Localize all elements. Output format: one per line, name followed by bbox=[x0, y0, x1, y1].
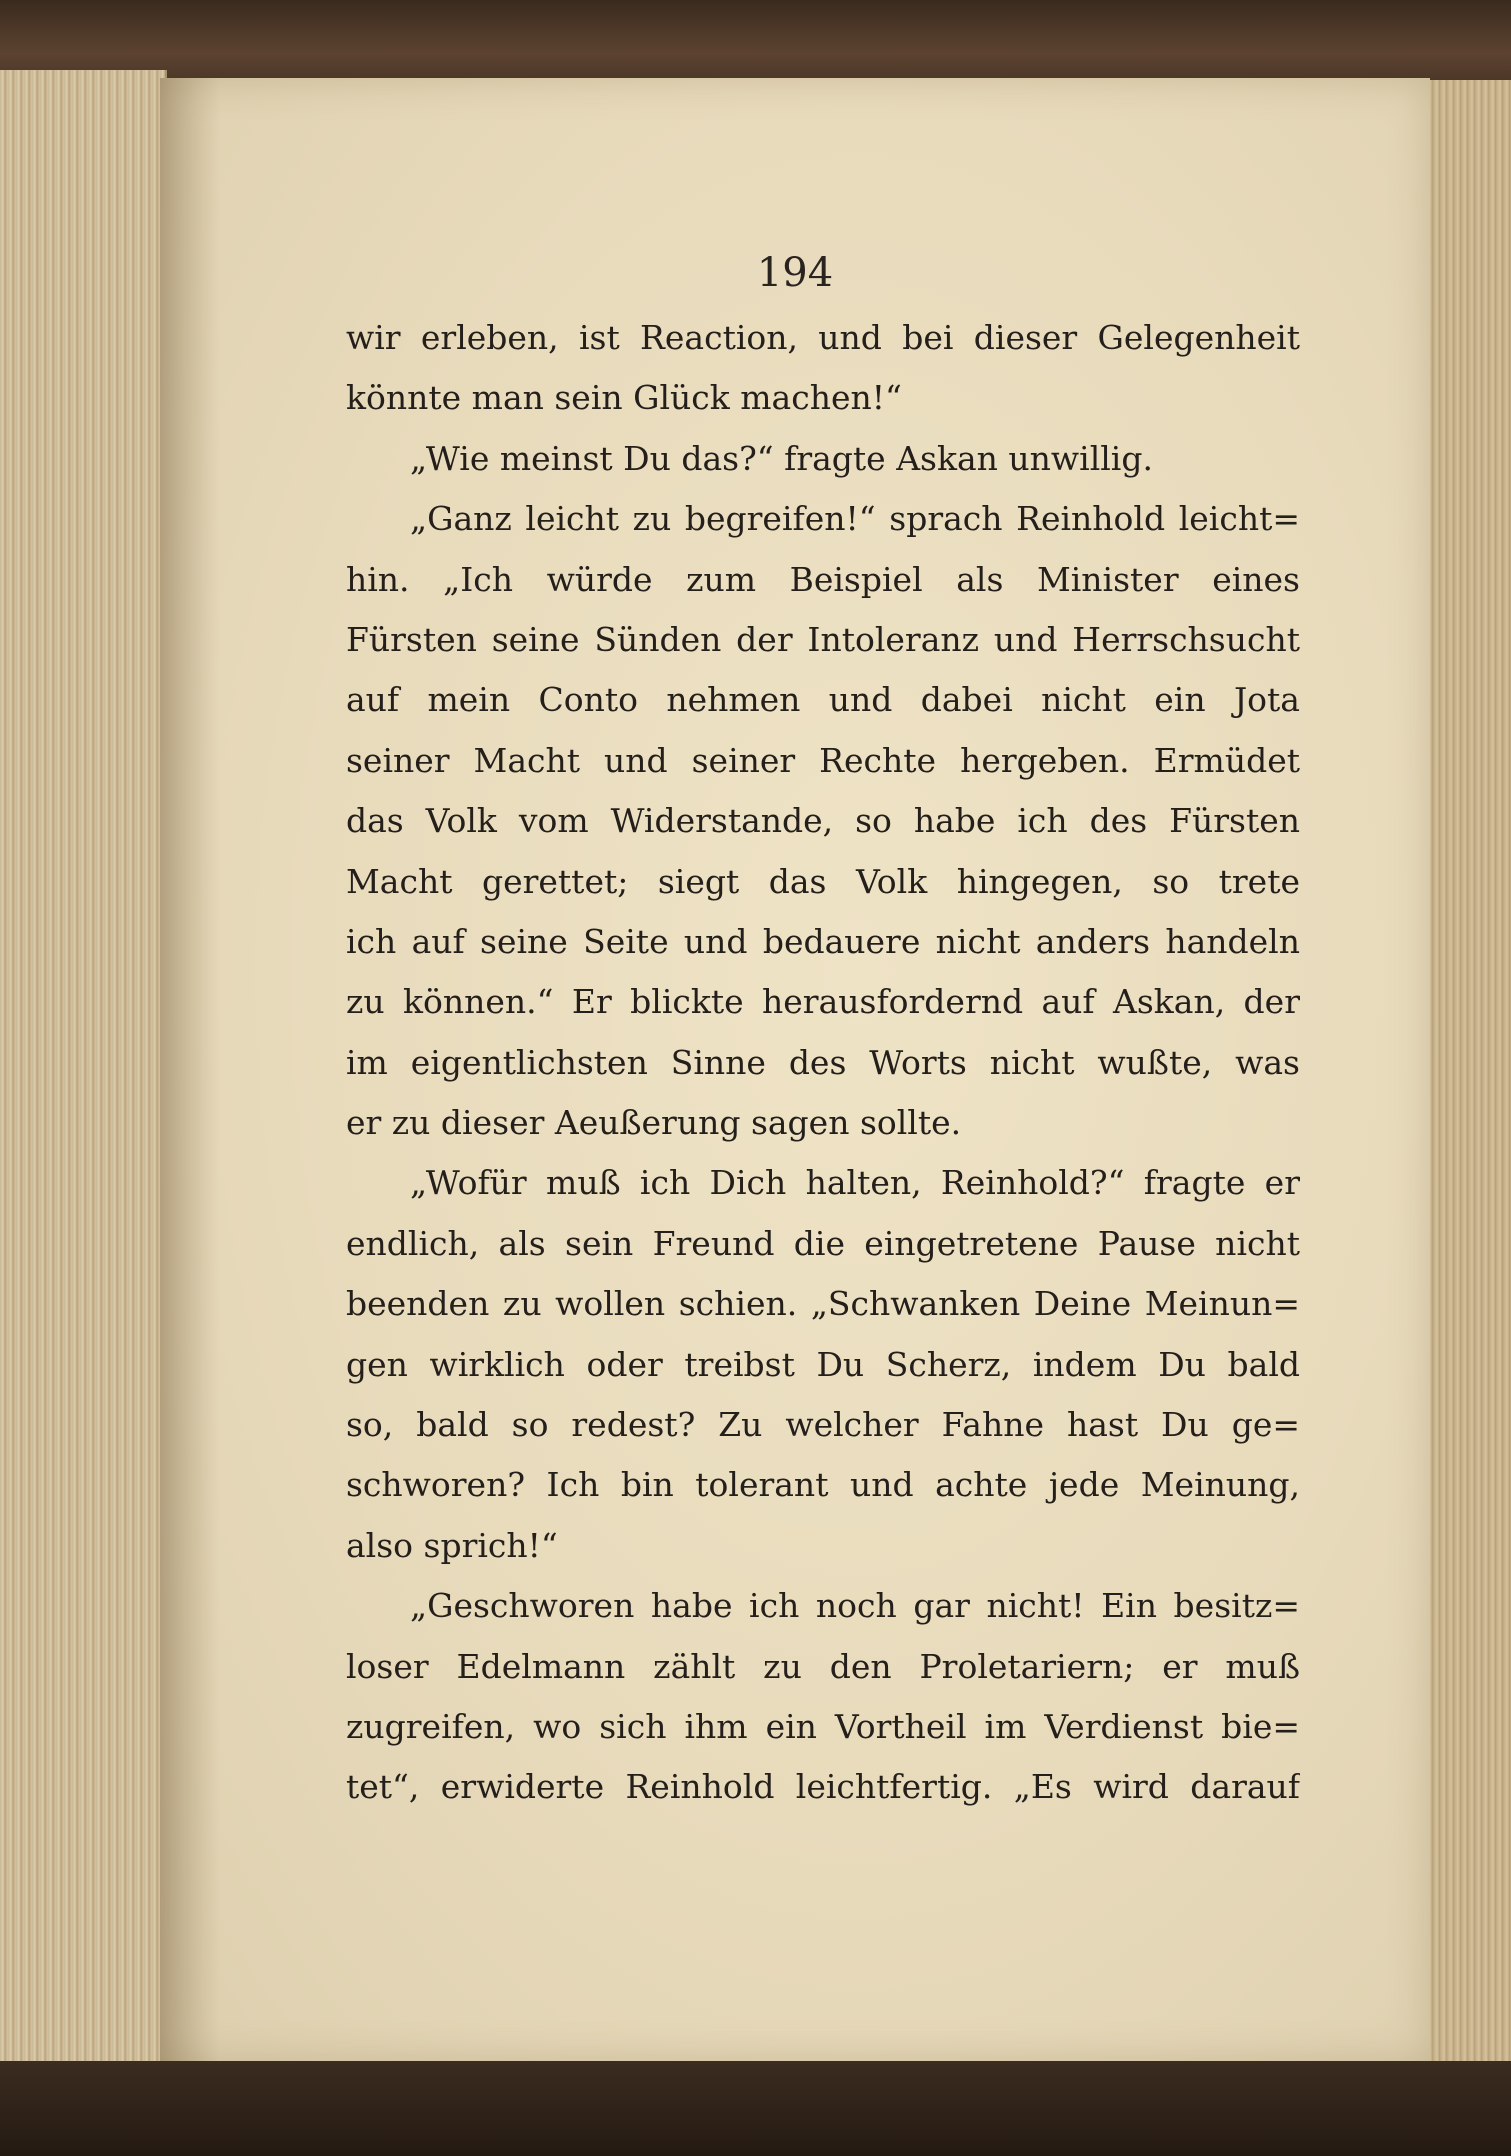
text-line: könnte man sein Glück machen!“ bbox=[346, 378, 902, 418]
book-edge-bottom bbox=[0, 2061, 1511, 2156]
text-line: Fürsten seine Sünden der Intoleranz und Herrschsucht bbox=[346, 619, 1300, 659]
text-line: Macht gerettet; siegt das Volk hingegen, so trete bbox=[346, 861, 1300, 901]
text-line: hin. „Ich würde zum Beispiel als Minister eines bbox=[346, 559, 1300, 599]
text-line: wir erleben, ist Reaction, und bei dieser Gelegenheit bbox=[346, 318, 1300, 357]
text-line: auf mein Conto nehmen und dabei nicht ein Jota bbox=[346, 680, 1300, 720]
text-line: zugreifen, wo sich ihm ein Vortheil im Verdienst bie= bbox=[346, 1706, 1300, 1746]
gutter-shadow bbox=[160, 78, 220, 2063]
text-line: „Ganz leicht zu begreifen!“ sprach Reinhold leicht= bbox=[410, 499, 1300, 539]
text-line: das Volk vom Widerstande, so habe ich des Fürsten bbox=[346, 801, 1300, 841]
text-line: im eigentlichsten Sinne des Worts nicht wußte, was bbox=[346, 1042, 1300, 1082]
text-line: seiner Macht und seiner Rechte hergeben. Ermüdet bbox=[346, 740, 1300, 780]
text-line: beenden zu wollen schien. „Schwanken Deine Meinun= bbox=[346, 1284, 1300, 1324]
text-line: schworen? Ich bin tolerant und achte jede Meinung, bbox=[346, 1465, 1300, 1505]
text-line: also sprich!“ bbox=[346, 1525, 558, 1565]
text-line: tet“, erwiderte Reinhold leichtfertig. „Es wird darauf bbox=[346, 1767, 1300, 1807]
text-line: „Geschworen habe ich noch gar nicht! Ein besitz= bbox=[410, 1586, 1300, 1626]
page-stack-left bbox=[0, 70, 167, 2110]
book-page bbox=[160, 78, 1430, 2063]
text-line: er zu dieser Aeußerung sagen sollte. bbox=[346, 1103, 962, 1143]
text-line: zu können.“ Er blickte herausfordernd auf Askan, der bbox=[346, 982, 1300, 1022]
page-stack-right bbox=[1424, 80, 1511, 2080]
text-line: gen wirklich oder treibst Du Scherz, indem Du bald bbox=[346, 1344, 1300, 1384]
text-line: loser Edelmann zählt zu den Proletariern; er muß bbox=[346, 1646, 1300, 1686]
book-binding-top bbox=[0, 0, 1511, 90]
text-line: „Wofür muß ich Dich halten, Reinhold?“ fragte er bbox=[410, 1163, 1300, 1203]
page-number: 194 bbox=[756, 250, 834, 296]
text-line: ich auf seine Seite und bedauere nicht anders handeln bbox=[346, 921, 1300, 961]
page-text bbox=[346, 308, 1300, 1818]
text-line: so, bald so redest? Zu welcher Fahne hast Du ge= bbox=[346, 1405, 1300, 1445]
text-line: endlich, als sein Freund die eingetretene Pause nicht bbox=[346, 1223, 1300, 1263]
text-line: „Wie meinst Du das?“ fragte Askan unwillig. bbox=[410, 438, 1153, 478]
